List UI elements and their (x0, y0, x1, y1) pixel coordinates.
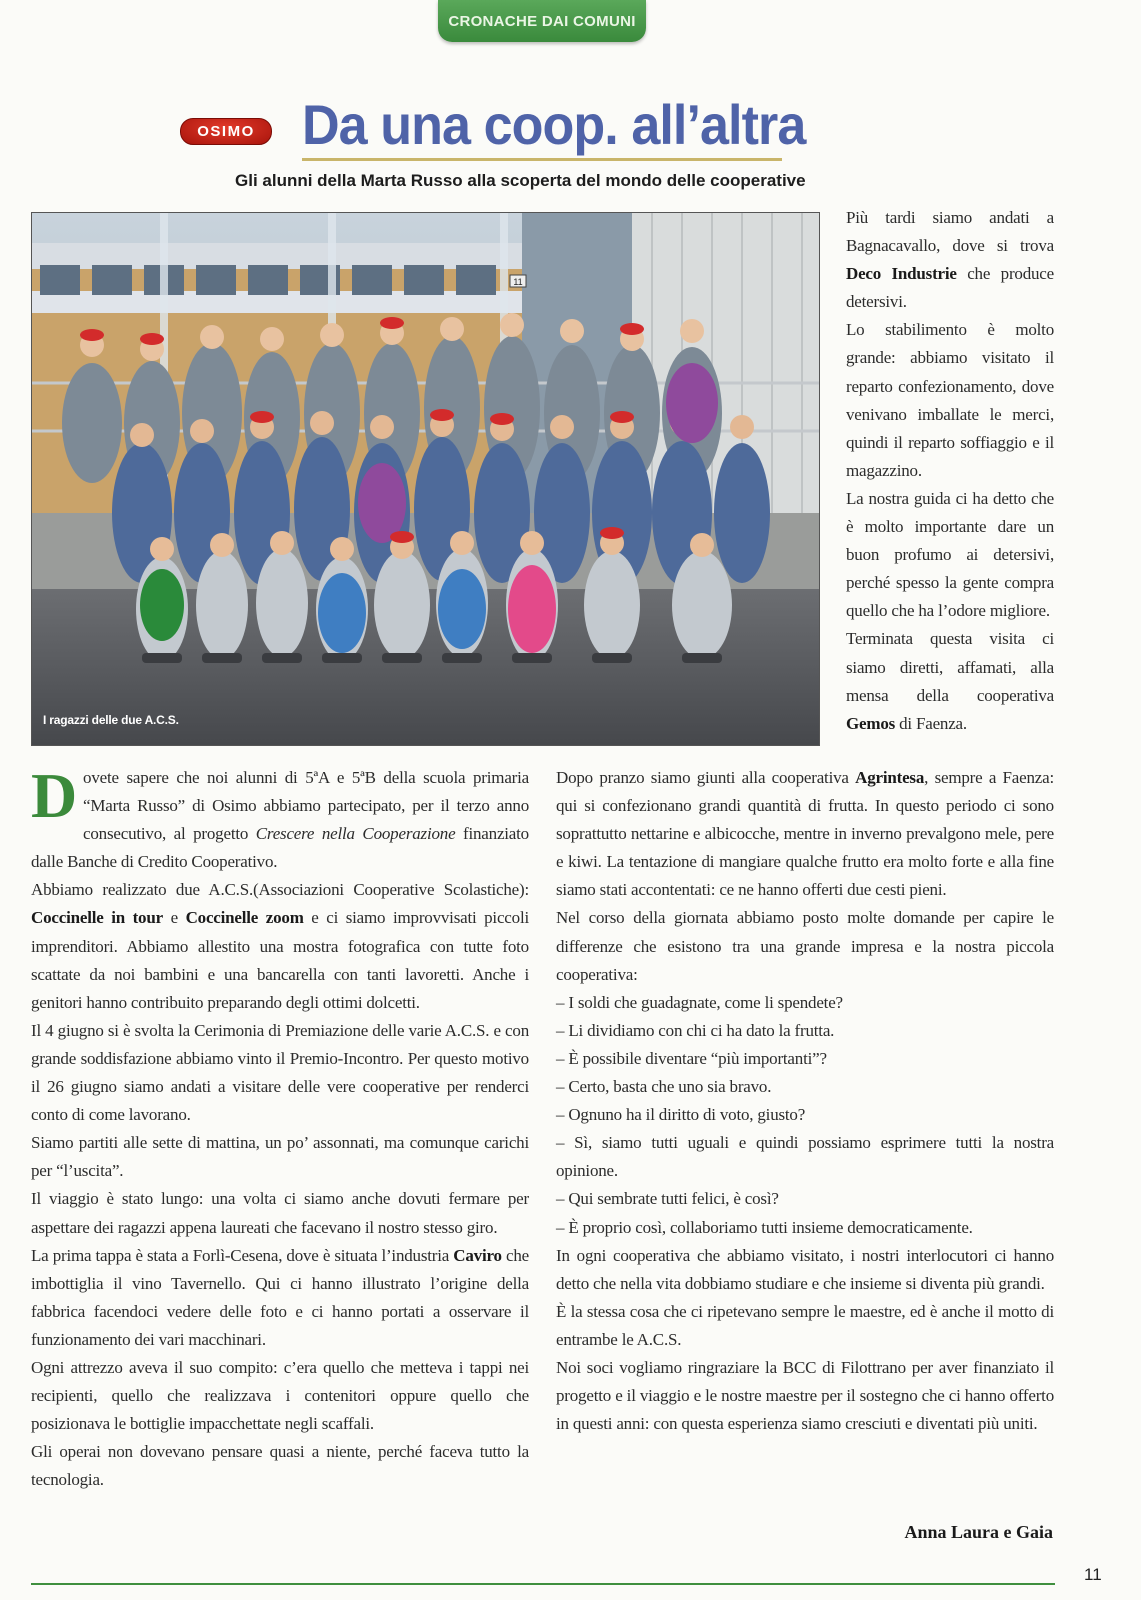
dialogue-line: – Sì, siamo tutti uguali e quindi possiamo esprimere tutti la nostra opinione. (556, 1133, 1054, 1181)
paragraph: La nostra guida ci ha detto che è molto importante dare un buon profumo ai detersivi, perché spesso la gente compra quello che ha l’odore migliore. (846, 488, 1054, 621)
paragraph: In ogni cooperativa che abbiamo visitato, i nostri interlocutori ci hanno detto che nella vita dobbiamo studiare e che insieme si diventa più grandi. (556, 1245, 1054, 1293)
paragraph: Terminata questa visita ci siamo diretti, affamati, alla mensa della cooperativa Gemos di Faenza. (846, 629, 1054, 733)
article-subtitle: Gli alunni della Marta Russo alla scoperta del mondo delle cooperative (235, 171, 806, 190)
paragraph: Dopo pranzo siamo giunti alla cooperativa Agrintesa, sempre a Faenza: qui si confezionano grandi quantità di frutta. In questo periodo ci sono soprattutto nettarine e albicocche, mentre in inverno prevalgono mele, pere e kiwi. La tentazione di mangiare qualche frutto era molto forte e alla fine siamo stati accontentati: ce ne hanno offerti due cesti pieni. (556, 768, 1054, 900)
article-right-column (556, 764, 1054, 1438)
article-side-column (846, 204, 1054, 738)
paragraph: Abbiamo realizzato due A.C.S.(Associazioni Cooperative Scolastiche): Coccinelle in tour e Coccinelle zoom e ci siamo improvvisati piccoli imprenditori. Abbiamo allestito una mostra fotografica con tutte foto scattate da noi bambini e una bancarella con tanti lavoretti. Anche i genitori hanno contribuito preparando degli ottimi dolcetti. (31, 880, 529, 1012)
dialogue-line: – Li dividiamo con chi ci ha dato la frutta. (556, 1020, 835, 1040)
dialogue-line: – I soldi che guadagnate, come li spendete? (556, 992, 843, 1012)
section-tab (438, 0, 646, 42)
paragraph: Siamo partiti alle sette di mattina, un po’ assonnati, ma comunque carichi per “l’uscita”. (31, 1133, 529, 1181)
paragraph: Lo stabilimento è molto grande: abbiamo visitato il reparto confezionamento, dove venivano imballate le merci, quindi il reparto soffiaggio e il magazzino. (846, 320, 1054, 480)
article-left-column (31, 760, 529, 1494)
paragraph: È la stessa cosa che ci ripetevano sempre le maestre, ed è anche il motto di entrambe le A.C.S. (556, 1301, 1054, 1349)
group-photo-illustration (32, 213, 819, 745)
dialogue-line: – Qui sembrate tutti felici, è così? (556, 1189, 779, 1209)
dialogue-line: – È proprio così, collaboriamo tutti insieme democraticamente. (556, 1217, 973, 1237)
city-badge-label: OSIMO (197, 123, 255, 140)
section-label: CRONACHE DAI COMUNI (448, 12, 636, 30)
paragraph: Il viaggio è stato lungo: una volta ci siamo anche dovuti fermare per aspettare dei ragazzi appena laureati che facevano il nostro stesso giro. (31, 1189, 529, 1237)
drop-cap: D (31, 760, 78, 831)
paragraph: Ogni attrezzo aveva il suo compito: c’era quello che metteva i tappi nei recipienti, quello che realizzava i contenitori oppure quello che posizionava le bottiglie impacchettate negli scaffali. (31, 1357, 529, 1434)
paragraph: La prima tappa è stata a Forlì-Cesena, dove è situata l’industria Caviro che imbottiglia il vino Tavernello. Qui ci hanno illustrato l’origine della fabbrica facendoci vedere delle foto e ci hanno portati a osservare il funzionamento dei vari macchinari. (31, 1245, 529, 1349)
page-number: 11 (1084, 1565, 1102, 1584)
building-number: 11 (513, 277, 523, 287)
article-signature: Anna Laura e Gaia (904, 1522, 1053, 1542)
paragraph: Nel corso della giornata abbiamo posto molte domande per capire le differenze che esistono tra una grande impresa e la nostra piccola cooperativa: (556, 908, 1054, 984)
footer-rule (31, 1583, 1055, 1585)
paragraph: Gli operai non dovevano pensare quasi a niente, perché faceva tutto la tecnologia. (31, 1442, 529, 1490)
paragraph: Dovete sapere che noi alunni di 5ªA e 5ªB della scuola primaria “Marta Russo” di Osimo abbiamo partecipato, per il terzo anno consecutivo, al progetto Crescere nella Cooperazione finanziato dalle Banche di Credito Cooperativo. (31, 760, 529, 872)
dialogue-line: – Ognuno ha il diritto di voto, giusto? (556, 1105, 806, 1125)
article-title: Da una coop. all’altra (302, 93, 806, 156)
dialogue-line: – Certo, basta che uno sia bravo. (556, 1077, 772, 1097)
paragraph: Il 4 giugno si è svolta la Cerimonia di Premiazione delle varie A.C.S. e con grande soddisfazione abbiamo vinto il Premio-Incontro. Per questo motivo il 26 giugno siamo andati a visitare delle vere cooperative per renderci conto di come lavorano. (31, 1020, 529, 1125)
dialogue-line: – È possibile diventare “più importanti”? (556, 1048, 827, 1068)
title-underline (302, 158, 782, 161)
paragraph: Più tardi siamo andati a Bagnacavallo, dove si trova Deco Industrie che produce detersivi. (846, 208, 1054, 312)
paragraph: Noi soci vogliamo ringraziare la BCC di Filottrano per aver finanziato il progetto e il viaggio e le nostre maestre per il sostegno che ci hanno offerto in questi anni: con questa esperienza siamo cresciuti e diventati più uniti. (556, 1357, 1054, 1434)
group-photo (31, 212, 820, 746)
photo-caption: I ragazzi delle due A.C.S. (43, 713, 179, 727)
city-badge (180, 118, 272, 145)
